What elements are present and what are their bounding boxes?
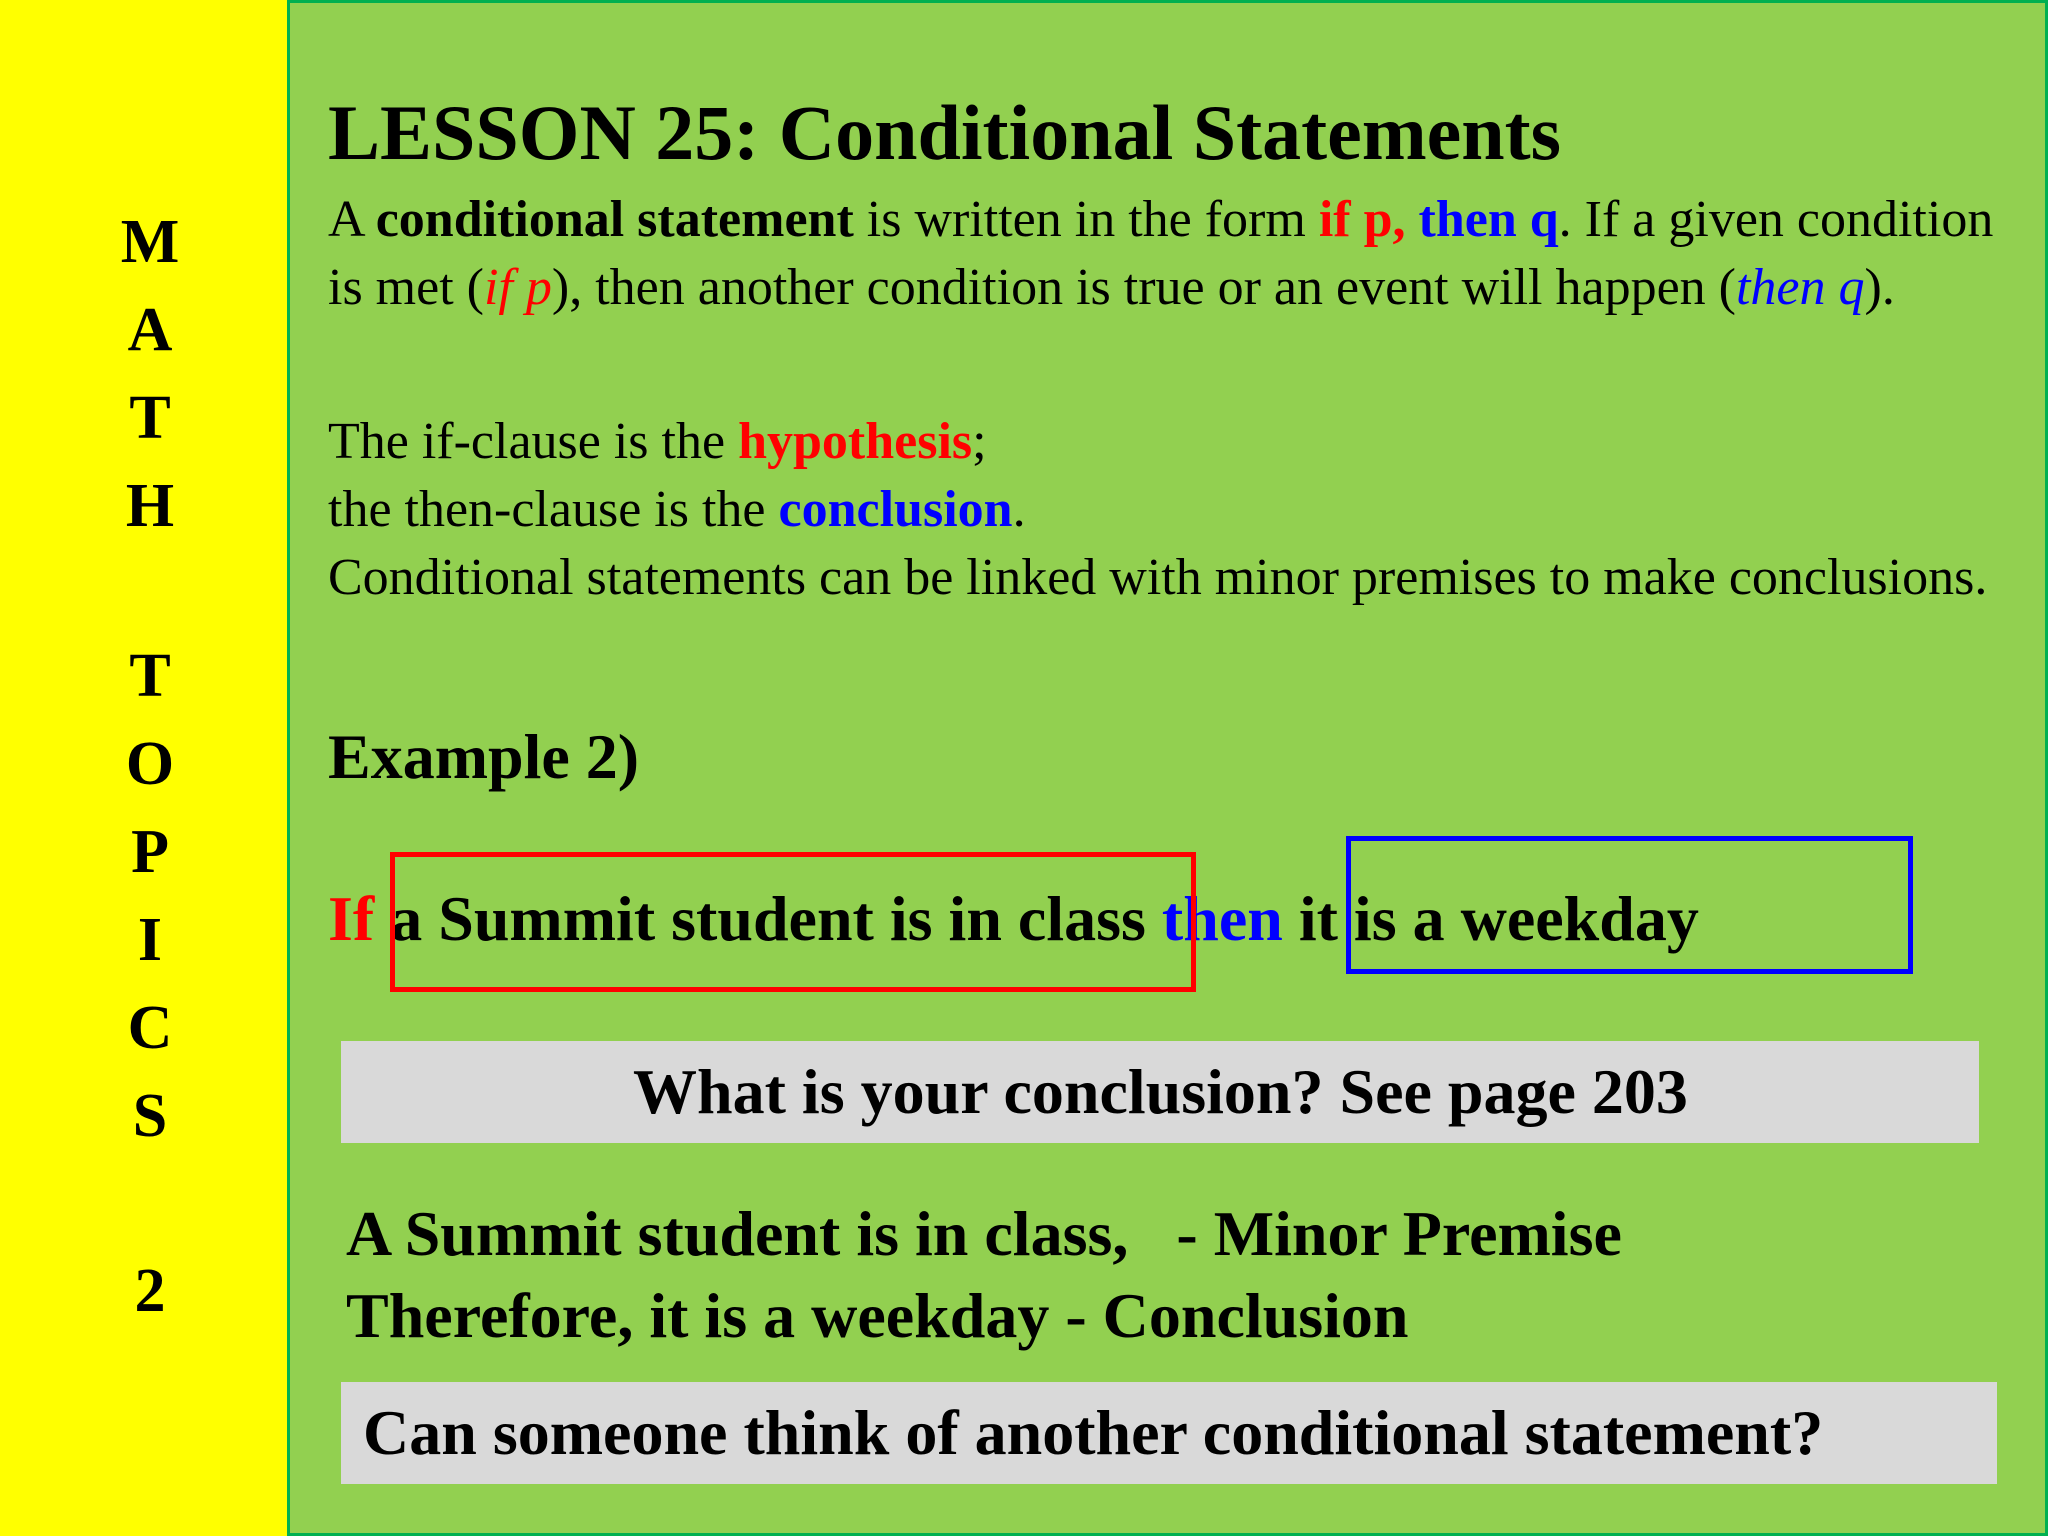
sidebar-letter: T: [129, 384, 171, 452]
if-p-italic: if p: [483, 259, 552, 316]
definition-text: ), then another condition is true or an event will happen (: [551, 259, 1736, 316]
conclusion-term: conclusion: [778, 481, 1013, 538]
clause-text: The if-clause is the: [328, 413, 739, 470]
sidebar-letter: 2: [134, 1257, 166, 1325]
conclusion-line: Therefore, it is a weekday - Conclusion: [346, 1280, 1409, 1351]
clause-text: Conditional statements can be linked with minor premises to make conclusions.: [328, 549, 1988, 606]
example-label: Example 2): [328, 721, 640, 792]
question-band: What is your conclusion? See page 203: [341, 1041, 1979, 1143]
sidebar-letter: M: [120, 208, 180, 276]
hypothesis-box: [390, 852, 1196, 992]
sidebar-letter: T: [129, 642, 171, 710]
comma-token: ,: [1392, 191, 1419, 248]
clause-text: the then-clause is the: [328, 481, 779, 538]
then-word: then: [1161, 883, 1283, 954]
clause-text: .: [1012, 481, 1026, 538]
sidebar-letter: C: [127, 994, 173, 1062]
sidebar: [0, 0, 287, 1536]
sidebar-letter: A: [127, 296, 173, 364]
clauses-paragraph: [328, 408, 2008, 612]
sidebar-letter: H: [125, 472, 175, 540]
if-word: If: [328, 883, 375, 954]
page-title: LESSON 25: Conditional Statements: [328, 89, 1561, 176]
definition-term: conditional statement: [375, 191, 854, 248]
conclusion-clause: it is a weekday: [1282, 883, 1699, 954]
conclusion-box: [1346, 836, 1913, 974]
if-p-token: if p: [1318, 191, 1393, 248]
minor-premise-line: A Summit student is in class, - Minor Premise: [346, 1198, 1622, 1269]
sidebar-letter: I: [137, 906, 163, 974]
definition-text: is written in the form: [853, 191, 1319, 248]
then-q-token: then q: [1418, 191, 1559, 248]
sidebar-letter: O: [125, 730, 175, 798]
definition-text: . If a given condition is met (: [328, 191, 1994, 316]
definition-text: A: [328, 191, 376, 248]
hypothesis-clause: a Summit student is in class: [374, 883, 1162, 954]
definition-text: ).: [1864, 259, 1895, 316]
prompt-band: Can someone think of another conditional statement?: [341, 1382, 1997, 1484]
then-q-italic: then q: [1735, 259, 1865, 316]
sidebar-letter: S: [132, 1082, 168, 1150]
clause-text: ;: [972, 413, 987, 470]
sidebar-letter: P: [131, 818, 169, 886]
definition-paragraph: [328, 186, 2008, 322]
hypothesis-term: hypothesis: [738, 413, 973, 470]
